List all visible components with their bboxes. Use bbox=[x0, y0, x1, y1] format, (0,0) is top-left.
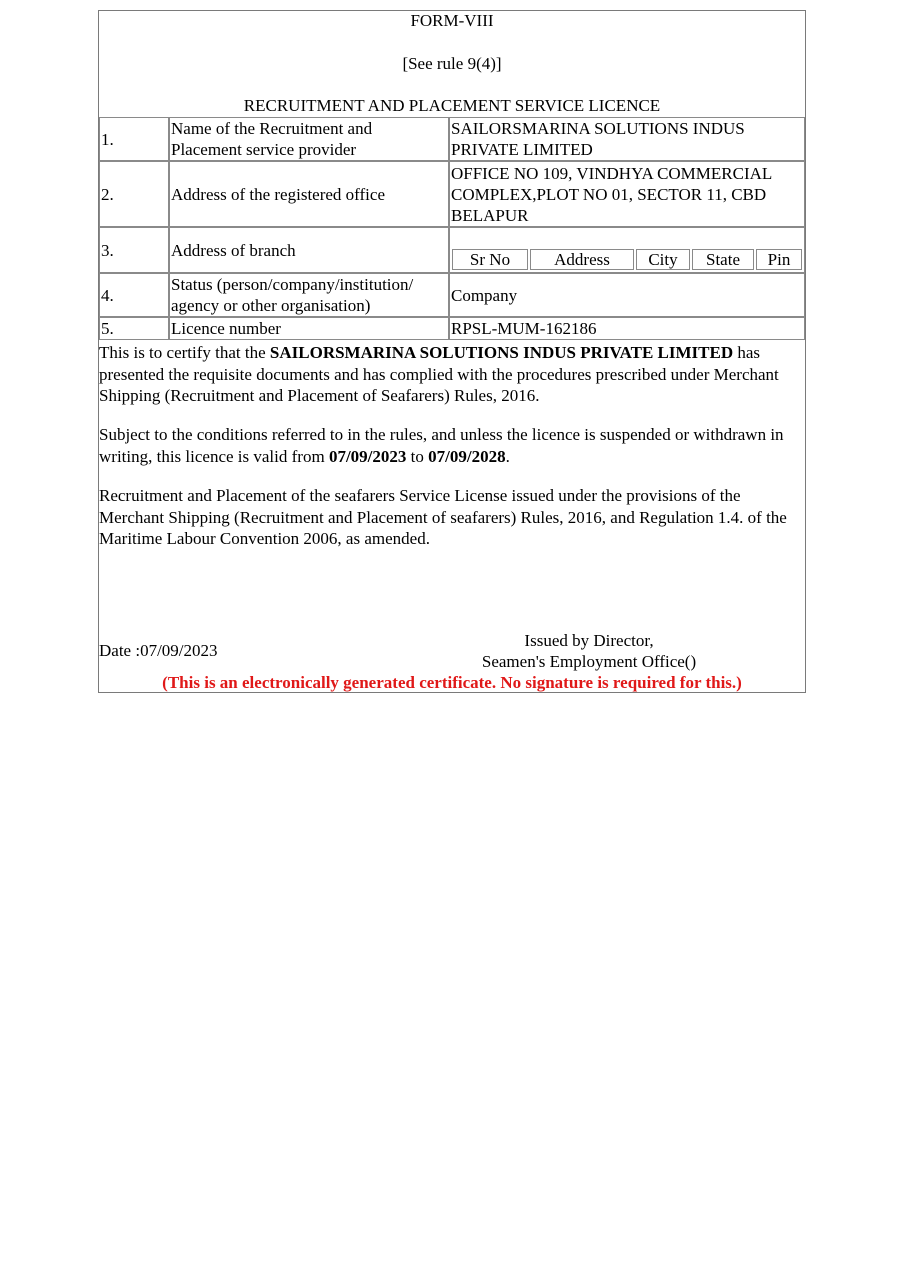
licence-details-table bbox=[99, 117, 805, 340]
registered-office-address: OFFICE NO 109, VINDHYA COMMERCIAL COMPLEX,PLOT NO 01, SECTOR 11, CBD BELAPUR bbox=[449, 161, 805, 227]
licence-number: RPSL-MUM-162186 bbox=[449, 317, 805, 340]
issue-date: Date :07/09/2023 bbox=[99, 641, 218, 660]
table-row bbox=[99, 161, 805, 227]
issued-by: Issued by Director, bbox=[524, 631, 654, 650]
issuing-office: Seamen's Employment Office() bbox=[481, 652, 697, 671]
row-number: 2. bbox=[99, 161, 169, 227]
row-label: Status (person/company/institution/ agency or other organisation) bbox=[169, 273, 449, 317]
branch-address-cell bbox=[449, 227, 805, 273]
rule-reference: [See rule 9(4)] bbox=[402, 54, 502, 73]
electronic-certificate-notice: (This is an electronically generated certificate. No signature is required for this.) bbox=[162, 673, 742, 692]
row-label: Address of the registered office bbox=[169, 161, 449, 227]
provider-name: SAILORSMARINA SOLUTIONS INDUS PRIVATE LIMITED bbox=[449, 117, 805, 161]
row-number: 1. bbox=[99, 117, 169, 161]
row-label: Address of branch bbox=[169, 227, 449, 273]
certification-paragraph: This is to certify that the SAILORSMARINA SOLUTIONS INDUS PRIVATE LIMITED has presented the requisite documents and has complied with the procedures prescribed under Merchant Shipping (Recruitment and Placement of Seafarers) Rules, 2016. bbox=[99, 343, 779, 405]
branch-col-header: Pin bbox=[756, 249, 802, 270]
licence-form bbox=[98, 10, 806, 693]
table-row bbox=[99, 227, 805, 273]
valid-from-date: 07/09/2023 bbox=[328, 446, 407, 466]
row-number: 5. bbox=[99, 317, 169, 340]
regulation-paragraph: Recruitment and Placement of the seafarers Service License issued under the provisions of the Merchant Shipping (Recruitment and Placement of seafarers) Rules, 2016, and Regulation 1.4. of the Maritime Labour Convention 2006, as amended. bbox=[99, 486, 787, 548]
valid-to-date: 07/09/2028 bbox=[428, 446, 506, 466]
issuer-block bbox=[439, 630, 739, 672]
row-label: Name of the Recruitment and Placement service provider bbox=[169, 117, 449, 161]
row-number: 3. bbox=[99, 227, 169, 273]
licence-title: RECRUITMENT AND PLACEMENT SERVICE LICENCE bbox=[243, 96, 661, 115]
branch-col-header: City bbox=[636, 249, 690, 270]
table-row bbox=[99, 273, 805, 317]
validity-paragraph: Subject to the conditions referred to in the rules, and unless the licence is suspended or withdrawn in writing, this licence is valid from 07/09/2023 to 07/09/2028. bbox=[99, 425, 784, 466]
table-row bbox=[99, 317, 805, 340]
company-name: SAILORSMARINA SOLUTIONS INDUS PRIVATE LIMITED bbox=[269, 343, 734, 362]
branch-table bbox=[450, 247, 804, 272]
status-value: Company bbox=[449, 273, 805, 317]
form-number: FORM-VIII bbox=[410, 11, 494, 30]
branch-col-header: Address bbox=[530, 249, 634, 270]
row-label: Licence number bbox=[169, 317, 449, 340]
table-row bbox=[99, 117, 805, 161]
branch-col-header: State bbox=[692, 249, 754, 270]
branch-col-header: Sr No bbox=[452, 249, 528, 270]
row-number: 4. bbox=[99, 273, 169, 317]
